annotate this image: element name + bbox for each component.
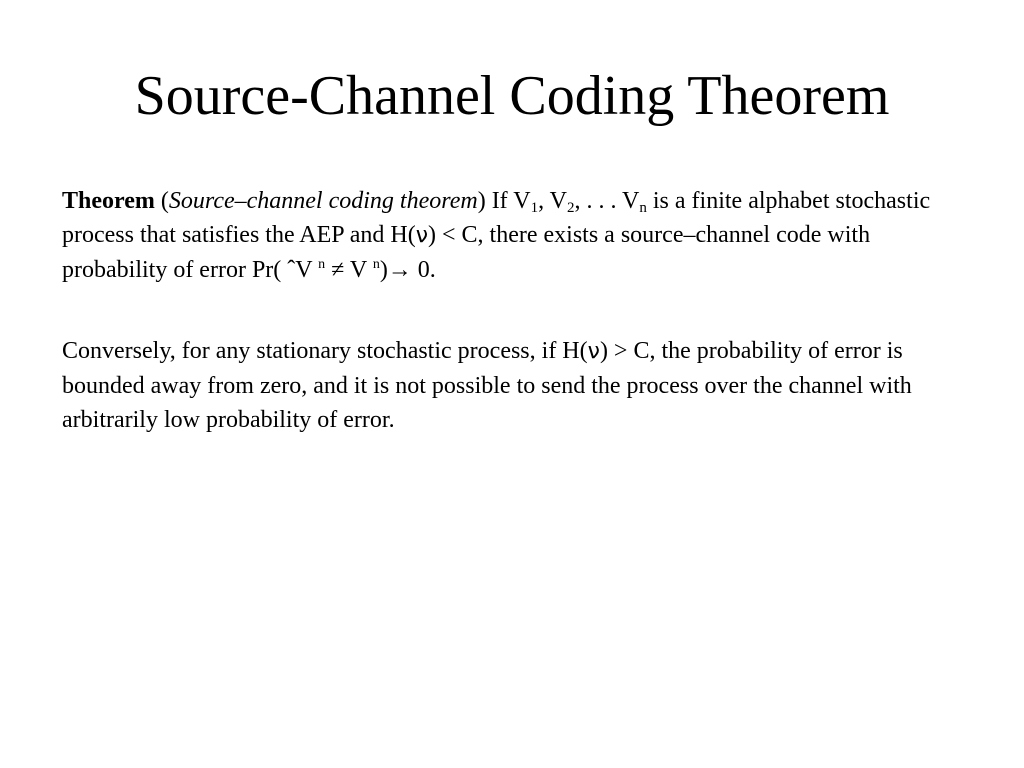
converse-paragraph (62, 334, 962, 437)
slide-title: Source-Channel Coding Theorem (134, 65, 890, 127)
theorem-close-paren: ) (477, 188, 486, 214)
superscript-n-2: n (372, 257, 380, 272)
theorem-open-paren: ( (154, 188, 169, 214)
theorem-text-1: If V (485, 188, 531, 214)
nu-symbol: ν (415, 223, 429, 248)
theorem-paragraph (62, 184, 962, 287)
theorem-text-6: ≠ V (325, 257, 373, 283)
theorem-label: Theorem (62, 188, 155, 214)
subscript-2: 2 (566, 200, 575, 216)
slide-body (62, 184, 962, 437)
converse-text-1: Conversely, for any stationary stochastic process, if H( (62, 338, 588, 364)
theorem-text-2: , V (538, 188, 567, 214)
nu-symbol: ν (587, 339, 600, 364)
converse-text-2: ) > C, the probability of error is bounded away from zero, and it is not possible to send the process over the channel with arbitrarily low probability of error. (62, 338, 912, 433)
theorem-name: Source–channel coding theorem (168, 188, 478, 214)
subscript-n: n (639, 200, 647, 216)
theorem-text-7: )→ 0. (379, 257, 436, 283)
superscript-n-1: n (318, 257, 326, 272)
theorem-text-4: is a finite alphabet stochastic process that satisfies the AEP and H( (62, 188, 931, 248)
subscript-1: 1 (530, 200, 539, 216)
theorem-text-3: , . . . V (574, 188, 640, 214)
theorem-text-5: ) < C, there exists a source–channel code with probability of error Pr( ˆV (62, 222, 871, 283)
